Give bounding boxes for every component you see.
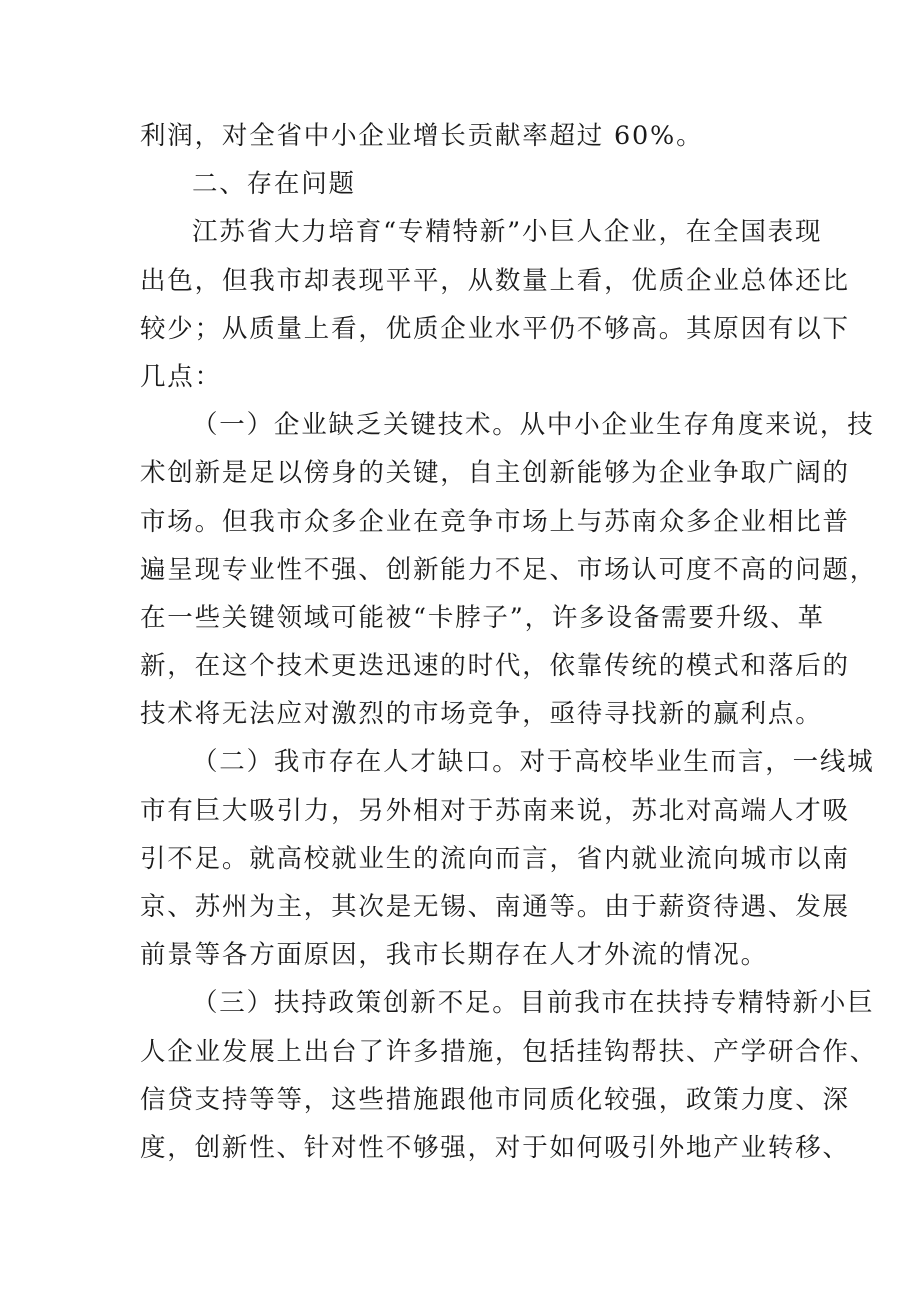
paragraph-line: 江苏省大力培育“专精特新”小巨人企业，在全国表现: [192, 217, 823, 248]
paragraph-line: 人企业发展上出台了许多措施，包括挂钩帮扶、产学研合作、: [140, 1036, 878, 1067]
subsection-line: （二）我市存在人才缺口。对于高校毕业生而言，一线城: [192, 747, 875, 778]
paragraph-line: 技术将无法应对激烈的市场竞争，亟待寻找新的赢利点。: [140, 699, 823, 730]
paragraph-line: 出色，但我市却表现平平，从数量上看，优质企业总体还比: [140, 265, 850, 296]
paragraph-line: 京、苏州为主，其次是无锡、南通等。由于薪资待遇、发展: [140, 892, 850, 922]
subsection-line: （三）扶持政策创新不足。目前我市在扶持专精特新小巨: [192, 988, 875, 1019]
paragraph-line: 遍呈现专业性不强、创新能力不足、市场认可度不高的问题，: [140, 554, 878, 585]
document-body: [140, 112, 878, 1172]
paragraph-line: 术创新是足以傍身的关键，自主创新能够为企业争取广阔的: [140, 458, 850, 489]
section-heading: 二、存在问题: [192, 169, 356, 200]
paragraph-line: 较少；从质量上看，优质企业水平仍不够高。其原因有以下: [140, 313, 850, 344]
paragraph-line: 利润，对全省中小企业增长贡献率超过 60%。: [140, 121, 704, 151]
paragraph-line: 前景等各方面原因，我市长期存在人才外流的情况。: [140, 940, 768, 971]
subsection-line: （一）企业缺乏关键技术。从中小企业生存角度来说，技: [192, 410, 875, 441]
paragraph-line: 几点：: [140, 361, 222, 392]
paragraph-line: 信贷支持等等，这些措施跟他市同质化较强，政策力度、深: [140, 1084, 850, 1115]
paragraph-line: 引不足。就高校就业生的流向而言，省内就业流向城市以南: [140, 843, 850, 874]
paragraph-line: 市有巨大吸引力，另外相对于苏南来说，苏北对高端人才吸: [140, 795, 850, 826]
paragraph-line: 市场。但我市众多企业在竞争市场上与苏南众多企业相比普: [140, 506, 850, 537]
paragraph-line: 在一些关键领域可能被“卡脖子”，许多设备需要升级、革: [140, 602, 825, 633]
paragraph-line: 新，在这个技术更迭迅速的时代，依靠传统的模式和落后的: [140, 651, 850, 682]
paragraph-line: 度，创新性、针对性不够强，对于如何吸引外地产业转移、: [140, 1132, 850, 1163]
